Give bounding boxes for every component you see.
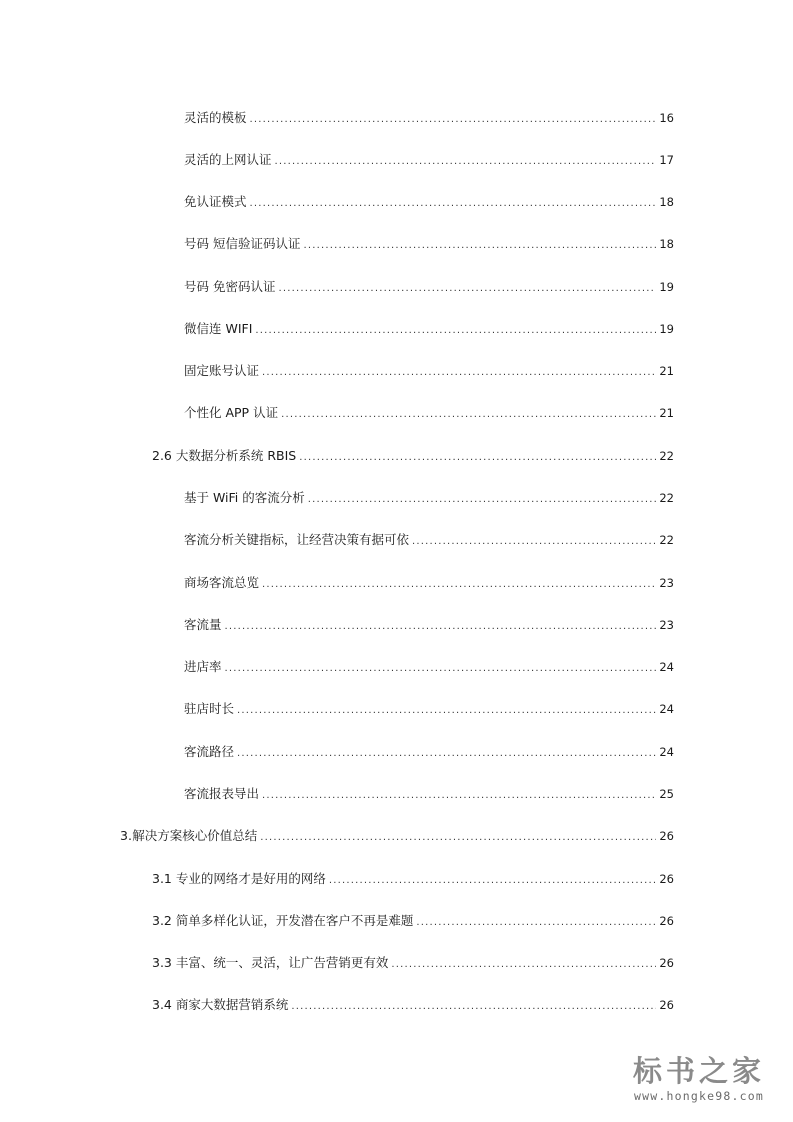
- toc-entry[interactable]: [152, 995, 674, 1015]
- toc-entry-title: 个性化 APP 认证: [184, 405, 279, 420]
- dot-leader: [262, 363, 656, 383]
- toc-entry-page: 26: [659, 914, 674, 928]
- toc-entry[interactable]: [184, 657, 674, 677]
- toc-entry-title: 客流报表导出: [184, 786, 260, 801]
- toc-entry[interactable]: [152, 911, 674, 931]
- watermark-logo: [623, 1054, 775, 1112]
- toc-entry-page: 17: [659, 153, 674, 167]
- toc-entry[interactable]: [184, 234, 674, 254]
- toc-entry-page: 24: [659, 702, 674, 716]
- toc-entry-page: 23: [659, 576, 674, 590]
- toc-entry-title: 2.6 大数据分析系统 RBIS: [152, 448, 297, 463]
- toc-entry-title: 进店率: [184, 659, 222, 674]
- dot-leader: [299, 448, 656, 468]
- dot-leader: [303, 236, 656, 256]
- dot-leader: [262, 575, 656, 595]
- dot-leader: [255, 321, 656, 341]
- toc-entry-title: 灵活的模板: [184, 110, 247, 125]
- dot-leader: [308, 490, 656, 510]
- toc-entry-title: 驻店时长: [184, 701, 235, 716]
- dot-leader: [237, 744, 656, 764]
- toc-entry-page: 22: [659, 491, 674, 505]
- toc-entry-page: 22: [659, 449, 674, 463]
- toc-entry-page: 18: [659, 195, 674, 209]
- toc-entry-page: 26: [659, 956, 674, 970]
- toc-entry[interactable]: [152, 446, 674, 466]
- dot-leader: [278, 279, 656, 299]
- toc-entry[interactable]: [184, 573, 674, 593]
- toc-entry[interactable]: [184, 699, 674, 719]
- toc-entry[interactable]: [184, 277, 674, 297]
- toc-entry-page: 26: [659, 829, 674, 843]
- toc-entry[interactable]: [184, 784, 674, 804]
- dot-leader: [329, 871, 656, 891]
- toc-entry-page: 24: [659, 660, 674, 674]
- dot-leader: [225, 659, 656, 679]
- dot-leader: [250, 110, 656, 130]
- dot-leader: [412, 532, 656, 552]
- toc-entry[interactable]: [152, 953, 674, 973]
- toc-entry[interactable]: [120, 826, 674, 846]
- toc-entry-page: 19: [659, 322, 674, 336]
- toc-entry-title: 客流分析关键指标，让经营决策有据可依: [184, 532, 410, 547]
- toc-entry-page: 24: [659, 745, 674, 759]
- toc-entry-page: 25: [659, 787, 674, 801]
- toc-entry[interactable]: [184, 742, 674, 762]
- toc-entry-page: 19: [659, 280, 674, 294]
- dot-leader: [237, 701, 656, 721]
- toc-entry-title: 3.2 简单多样化认证，开发潜在客户不再是难题: [152, 913, 414, 928]
- toc-entry-title: 号码 短信验证码认证: [184, 236, 301, 251]
- toc-entry[interactable]: [184, 530, 674, 550]
- dot-leader: [260, 828, 656, 848]
- dot-leader: [225, 617, 656, 637]
- toc-entry-title: 基于 WiFi 的客流分析: [184, 490, 305, 505]
- dot-leader: [275, 152, 656, 172]
- dot-leader: [262, 786, 656, 806]
- dot-leader: [416, 913, 656, 933]
- toc-entry[interactable]: [184, 319, 674, 339]
- toc-entry[interactable]: [184, 488, 674, 508]
- dot-leader: [391, 955, 656, 975]
- toc-entry[interactable]: [184, 150, 674, 170]
- toc-entry[interactable]: [184, 361, 674, 381]
- dot-leader: [250, 194, 656, 214]
- toc-entry-page: 16: [659, 111, 674, 125]
- watermark-url: www.hongke98.com: [634, 1089, 764, 1103]
- toc-entry[interactable]: [184, 192, 674, 212]
- toc-entry-title: 微信连 WIFI: [184, 321, 253, 336]
- toc-entry-page: 18: [659, 237, 674, 251]
- toc-entry-title: 号码 免密码认证: [184, 279, 276, 294]
- toc-entry-page: 26: [659, 998, 674, 1012]
- toc-entry-title: 客流路径: [184, 744, 235, 759]
- toc-entry-page: 21: [659, 364, 674, 378]
- toc-entry[interactable]: [184, 108, 674, 128]
- toc-entry[interactable]: [184, 403, 674, 423]
- toc-entry[interactable]: [152, 869, 674, 889]
- toc-entry-title: 客流量: [184, 617, 222, 632]
- toc-entry-number: 3.: [120, 828, 132, 843]
- toc-entry-title: 解决方案核心价值总结: [132, 828, 258, 843]
- toc-entry[interactable]: [184, 615, 674, 635]
- toc-entry-page: 22: [659, 533, 674, 547]
- toc-entry-title: 灵活的上网认证: [184, 152, 272, 167]
- toc-entry-page: 26: [659, 872, 674, 886]
- toc-entry-page: 21: [659, 406, 674, 420]
- toc-entry-title: 3.4 商家大数据营销系统: [152, 997, 289, 1012]
- toc-entry-title: 3.1 专业的网络才是好用的网络: [152, 871, 326, 886]
- toc-entry-title: 商场客流总览: [184, 575, 260, 590]
- dot-leader: [291, 997, 656, 1017]
- watermark-title: 标书之家: [632, 1054, 765, 1088]
- toc-entry-title: 3.3 丰富、统一、灵活，让广告营销更有效: [152, 955, 389, 970]
- toc-entry-title: 固定账号认证: [184, 363, 260, 378]
- toc-entry-title: 免认证模式: [184, 194, 247, 209]
- dot-leader: [281, 405, 656, 425]
- toc-entry-page: 23: [659, 618, 674, 632]
